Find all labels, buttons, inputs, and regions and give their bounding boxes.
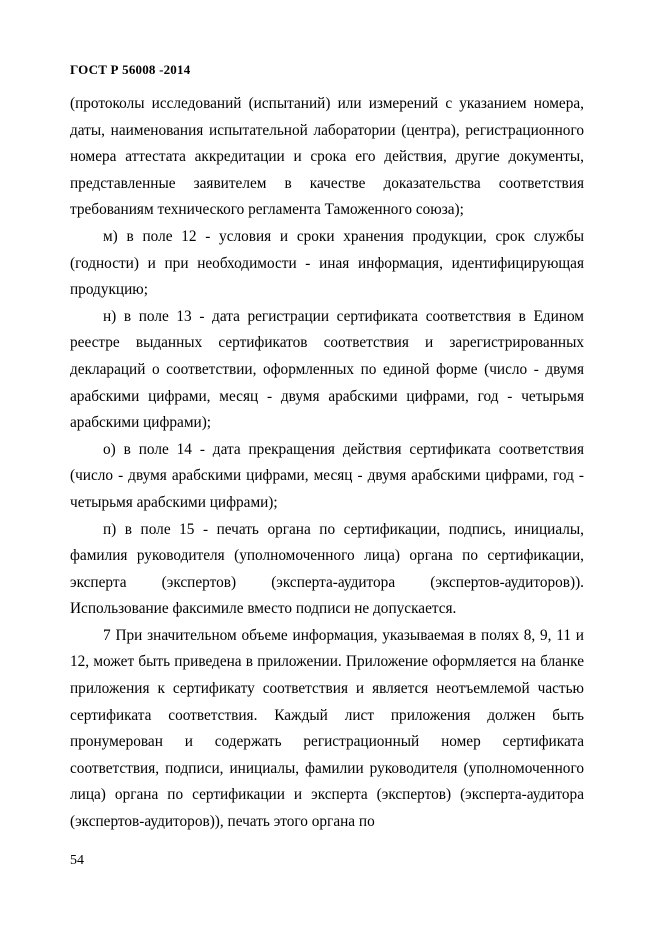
standard-header: ГОСТ Р 56008 -2014: [70, 62, 191, 77]
paragraph-continuation: (протоколы исследований (испытаний) или измерений с указанием номера, даты, наименования испытательной лаборатории (центра), регистрационного номера аттестата аккредитации и срока его действия, другие документы, представленные заявителем в качестве доказательства соответствия требованиям технического регламента Таможенного союза);: [70, 95, 584, 219]
page-number: 54: [70, 853, 84, 868]
paragraph-item-7: 7 При значительном объеме информация, указываемая в полях 8, 9, 11 и 12, может быть приведена в приложении. Приложение оформляется на бланке приложения к сертификату соответствия и является неотъемлемой частью сертификата соответствия. Каждый лист приложения должен быть пронумерован и содержать регистрационный номер сертификата соответствия, подписи, инициалы, фамилии руководителя (уполномоченного лица) органа по сертификации и эксперта (экспертов) (эксперта-аудитора (экспертов-аудиторов)), печать этого органа по: [70, 626, 584, 831]
paragraph-field-14: о) в поле 14 - дата прекращения действия сертификата соответствия (число - двумя арабскими цифрами, месяц - двумя арабскими цифрами, год - четырьмя арабскими цифрами);: [70, 440, 584, 511]
document-body: [70, 91, 584, 836]
paragraph-field-12: м) в поле 12 - условия и сроки хранения продукции, срок службы (годности) и при необходимости - иная информация, идентифицирующая продукцию;: [70, 227, 584, 299]
paragraph-field-15: п) в поле 15 - печать органа по сертификации, подпись, инициалы, фамилия руководителя (уполномоченного лица) органа по сертификации, эксперта (экспертов) (эксперта-аудитора (экспертов-аудиторов)). Использование факсимиле вместо подписи не допускается.: [70, 520, 584, 618]
paragraph-field-13: н) в поле 13 - дата регистрации сертификата соответствия в Едином реестре выданных сертификатов соответствия и зарегистрированных деклараций о соответствии, оформленных по единой форме (число - двумя арабскими цифрами, месяц - двумя арабскими цифрами, год - четырьмя арабскими цифрами);: [70, 307, 584, 432]
